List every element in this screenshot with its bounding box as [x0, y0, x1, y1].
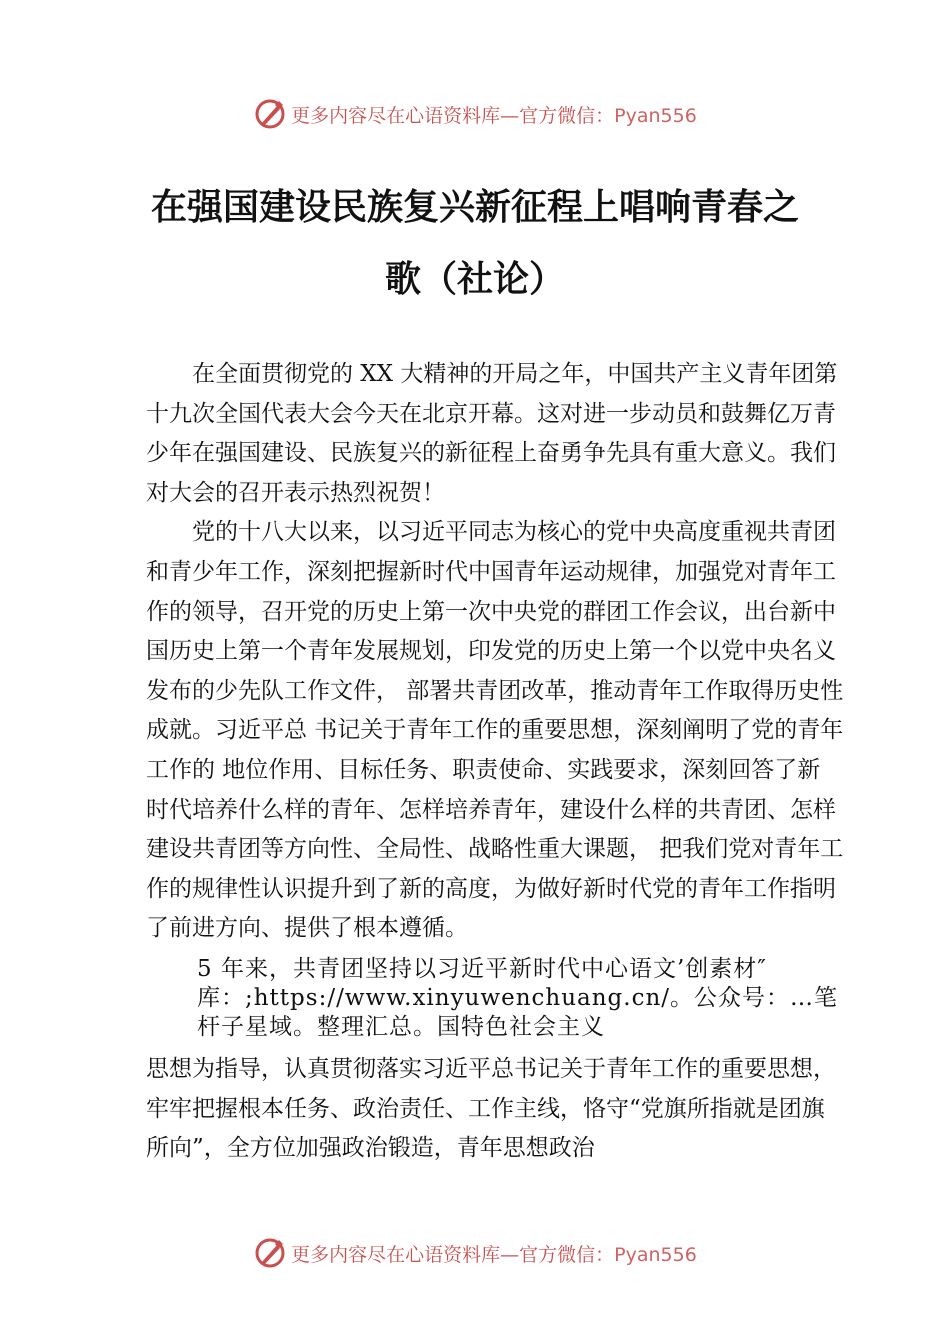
pen-circle-logo-icon	[253, 97, 287, 131]
watermark-text: 更多内容尽在心语资料库—官方微信：Pyan556	[291, 104, 697, 127]
watermark-text: 更多内容尽在心语资料库—官方微信：Pyan556	[291, 1243, 697, 1266]
title-line-2: 歌（社论）	[384, 259, 565, 300]
title-line-1: 在强国建设民族复兴新征程上唱响青春之	[150, 187, 799, 228]
wechat-id: Pyan556	[614, 104, 697, 127]
paragraph: 在全面贯彻党的 XX 大精神的开局之年，中国共产主义青年团第十九次全国代表大会今天在北京开幕。这对进一步动员和鼓舞亿万青少年在强国建设、民族复兴的新征程上奋勇争先具有重大意义。我们对大会的召开表示热烈祝贺！	[146, 361, 838, 506]
paragraph: 党的十八大以来，以习近平同志为核心的党中央高度重视共青团和青少年工作，深刻把握新时代中国青年运动规律，加强党对青年工作的领导，召开党的历史上第一次中央党的群团工作会议，出台新中国历史上第一个青年发展规划，印发党的历史上第一个以党中央名义发布的少先队工作文件， 部署共青团改革，推动青年工作取得历史性成就。习近平总 书记关于青年工作的重要思想，深刻阐明了党的青年工作的 地位作用、目标任务、职责使命、实践要求，深刻回答了新 时代培养什么样的青年、怎样培养青年，建设什么样的共青团、怎样建设共青团等方向性、全局性、战略性重大课题， 把我们党对青年工作的规律性认识提升到了新的高度，为做好新时代党的青年工作指明了前进方向、提供了根本遵循。	[146, 519, 844, 942]
inset-source-note: 5 年来，共青团坚持以习近平新时代中心语文’创素材″库：;https://www.xinyuwenchuang.cn/。公众号：…笔杆子星域。整理汇总。国特色社会主义	[197, 955, 839, 1040]
paragraph: 思想为指导，认真贯彻落实习近平总书记关于青年工作的重要思想，牢牢把握根本任务、政治责任、工作主线，恪守“党旗所指就是团旗所向”，全方位加强政治锻造，青年思想政治	[146, 1055, 836, 1162]
article-title	[120, 172, 830, 316]
pen-circle-logo-icon	[253, 1236, 287, 1270]
wechat-id: Pyan556	[614, 1243, 697, 1266]
watermark-banner-bottom	[0, 1233, 950, 1273]
article-body	[146, 355, 846, 1169]
watermark-banner-top	[0, 94, 950, 134]
